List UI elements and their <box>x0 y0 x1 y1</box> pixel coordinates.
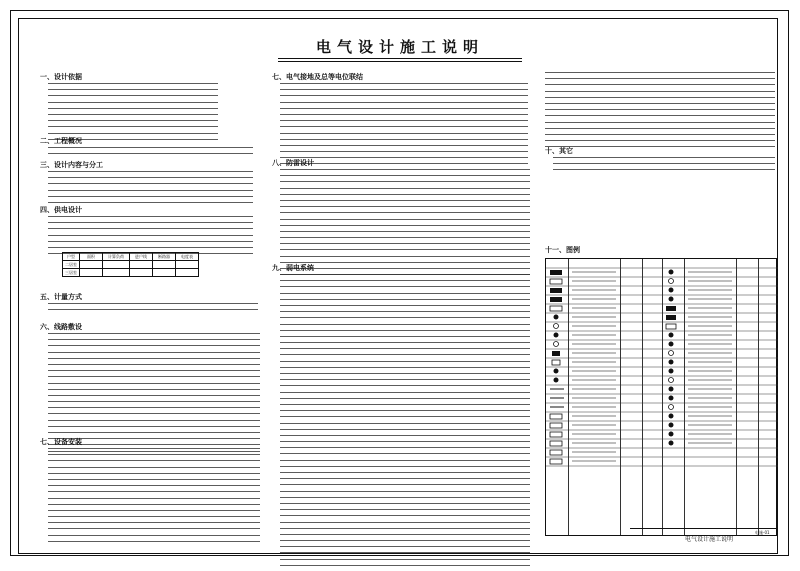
section-heading-metering: 五、计量方式 <box>40 293 82 301</box>
section-heading-weak-current: 九、弱电系统 <box>272 264 314 272</box>
table-cell <box>153 269 176 277</box>
table-cell <box>103 261 130 269</box>
table-header-cell: 进户线 <box>130 253 153 261</box>
household-load-table <box>62 252 199 277</box>
legend-table <box>545 258 777 536</box>
table-cell <box>80 261 103 269</box>
table-cell: 三居室 <box>63 269 80 277</box>
others-text-block <box>553 157 775 176</box>
title-block-drawing-number: 电施-01 <box>755 530 770 535</box>
table-header-cell: 计算负荷 <box>103 253 130 261</box>
table-cell <box>176 269 199 277</box>
section-heading-power-supply: 四、供电设计 <box>40 206 82 214</box>
section-heading-others: 十、其它 <box>545 147 573 155</box>
table-header-cell: 户型 <box>63 253 80 261</box>
table-cell <box>130 261 153 269</box>
page-title: 电气设计施工说明 <box>315 38 484 56</box>
equipment-install-text-block <box>48 448 260 547</box>
table-header-cell: 断路器 <box>153 253 176 261</box>
legend-grid-and-symbols <box>546 259 778 537</box>
table-cell <box>103 269 130 277</box>
section-heading-equipment-install: 七、设备安装 <box>40 438 82 446</box>
section-heading-design-scope: 三、设计内容与分工 <box>40 161 103 169</box>
table-header-cell: 电度表 <box>176 253 199 261</box>
table-header-cell: 面积 <box>80 253 103 261</box>
table-cell <box>130 269 153 277</box>
weak-current-text-block <box>280 274 530 571</box>
project-overview-text-block <box>48 147 253 159</box>
section-heading-legend: 十一、图例 <box>545 246 580 254</box>
lightning-text-block <box>280 169 530 280</box>
section-heading-wiring: 六、线路敷设 <box>40 323 82 331</box>
title-underline <box>278 58 522 59</box>
title-block-top-rule <box>630 528 777 529</box>
table-cell <box>80 269 103 277</box>
section-heading-lightning: 八、防雷设计 <box>272 159 314 167</box>
table-cell <box>176 261 199 269</box>
grounding-text-block <box>280 83 528 170</box>
section-heading-grounding: 七、电气接地及总等电位联结 <box>272 73 363 81</box>
section-heading-project-overview: 二、工程概况 <box>40 137 82 145</box>
title-underline-2 <box>278 61 522 62</box>
design-scope-text-block <box>48 171 253 208</box>
metering-text-block <box>48 303 258 315</box>
table-cell: 二居室 <box>63 261 80 269</box>
notes-right-text-block <box>545 72 775 152</box>
section-heading-design-basis: 一、设计依据 <box>40 73 82 81</box>
table-cell <box>153 261 176 269</box>
title-block-drawing-name: 电气设计施工说明 <box>685 536 734 543</box>
